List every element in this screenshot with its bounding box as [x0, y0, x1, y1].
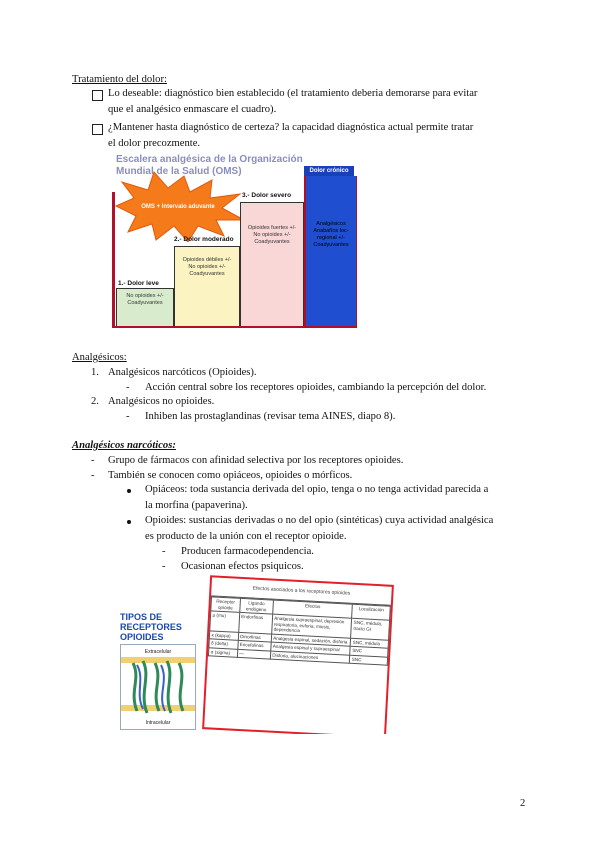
narcotics-bullet-2-line1: Opioides: sustancias derivadas o no del opio (sintéticas) cuya actividad analgésica	[145, 515, 494, 526]
table-cell: SNC	[350, 646, 388, 656]
dash-marker: -	[91, 455, 95, 466]
receptor-table	[208, 596, 391, 665]
narcotics-item-2: También se conocen como opiáceos, opioides o mórficos.	[108, 470, 353, 481]
table-cell: δ (delta)	[209, 639, 238, 649]
analgesics-item-1-sub: Acción central sobre los receptores opioides, cambiando la percepción del dolor.	[145, 382, 487, 393]
step-3-box	[240, 202, 304, 328]
table-cell: SNC, médula	[351, 638, 389, 648]
treatment-item-1-line2: que el analgésico enmascare el cuadro).	[108, 104, 277, 115]
bullet-icon	[127, 489, 131, 493]
treatment-item-1-line1: Lo deseable: diagnóstico bien establecido (el tratamiento deberia demorarse para evitar	[108, 88, 478, 99]
step-3-content: Opioides fuertes +/- No opioides +/- Coadyuvantes	[247, 225, 297, 245]
table-cell: μ (mu)	[210, 611, 240, 632]
dash-marker: -	[162, 546, 166, 557]
table-cell: σ (sigma)	[208, 647, 237, 657]
receptor-table-caption: Efectos asociados a los receptores opioides	[211, 577, 392, 605]
table-cell: Dinorfinas	[238, 632, 272, 642]
checkbox-icon	[92, 124, 103, 135]
narcotics-sub-2: Ocasionan efectos psiquicos.	[181, 561, 304, 572]
step-1-label: 1.- Dolor leve	[118, 280, 159, 287]
frame-bottom-border	[112, 326, 357, 328]
table-cell: Analgesia espinal, sedación, disforia	[271, 634, 351, 647]
receptor-figure-title: TIPOS DE RECEPTORES OPIOIDES	[120, 612, 182, 642]
receptor-types-figure	[112, 574, 394, 734]
bullet-icon	[127, 520, 131, 524]
chronic-pain-header: Dolor crónico	[304, 166, 354, 176]
step-2-box	[174, 246, 240, 328]
checkbox-icon	[92, 90, 103, 101]
narcotics-bullet-1-line1: Opiáceos: toda sustancia derivada del opio, tenga o no tenga actividad parecida a	[145, 484, 489, 495]
table-cell: Endorfinas	[238, 612, 272, 633]
starburst-label: OMS + Intervalo aduvante	[141, 204, 215, 210]
step-2-content: Opioides débiles +/- No opioides +/- Coadyuvantes	[182, 257, 232, 277]
oms-figure-title: Escalera analgésica de la Organización Mundial de la Salud (OMS)	[116, 154, 303, 177]
receptor-protein-icon	[127, 659, 189, 715]
treatment-item-2	[108, 121, 528, 151]
narcotics-bullet-2-line2: es producto de la unión con el receptor opioide.	[145, 531, 347, 542]
table-cell: Disforia, alucinaciones	[270, 651, 350, 664]
table-header-cell: Ligando endógeno	[239, 598, 273, 614]
analgesics-item-2-sub: Inhiben las prostaglandinas (revisar tema AINES, diapo 8).	[145, 411, 396, 422]
table-cell: Analgesia supraespinal, depresión respiratoria, euforia, miosis, dependencia	[271, 614, 352, 638]
analgesics-item-2: Analgésicos no opioides.	[108, 396, 215, 407]
step-1-content: No opioides +/- Coadyuvantes	[126, 293, 164, 306]
table-cell: SNC, médula, tracto GI	[351, 618, 390, 639]
dash-marker: -	[126, 382, 130, 393]
step-1-box	[116, 288, 174, 328]
narcotics-heading: Analgésicos narcóticos:	[72, 440, 176, 451]
narcotics-bullet-2	[145, 514, 535, 544]
table-cell: SNC	[350, 655, 388, 665]
page-number: 2	[520, 798, 526, 809]
analgesics-heading: Analgésicos:	[72, 352, 127, 363]
analgesics-item-1: Analgésicos narcóticos (Opioides).	[108, 367, 257, 378]
table-cell: Analgesia espinal y supraespinal	[271, 642, 351, 655]
oms-ladder-figure	[112, 152, 357, 330]
treatment-item-2-line2: el dolor precozmente.	[108, 138, 201, 149]
dash-marker: -	[91, 470, 95, 481]
receptor-cell-diagram	[120, 644, 196, 730]
table-header-cell: Efectos	[272, 600, 352, 618]
dash-marker: -	[162, 561, 166, 572]
frame-left-border	[112, 192, 115, 328]
chronic-pain-text: Analgésicos Anabaños loc-regional +/- Coadyuvantes	[313, 221, 349, 248]
table-header-cell: Receptor opioide	[211, 597, 240, 612]
table-header-cell: Localización	[352, 604, 390, 620]
narcotics-item-1: Grupo de fármacos con afinidad selectiva por los receptores opioides.	[108, 455, 404, 466]
list-number: 2.	[91, 396, 99, 407]
receptor-table-card	[202, 575, 394, 734]
dash-marker: -	[126, 411, 130, 422]
step-3-label: 3.- Dolor severo	[242, 192, 292, 199]
treatment-item-2-line1: ¿Mantener hasta diagnóstico de certeza? la capacidad diagnóstica actual permite tratar	[108, 122, 474, 133]
table-cell: —	[237, 649, 271, 659]
narcotics-bullet-1-line2: la morfina (papaverina).	[145, 500, 248, 511]
table-cell: κ (kappa)	[209, 630, 238, 640]
treatment-item-1	[108, 87, 528, 117]
chronic-pain-column	[304, 176, 357, 328]
treatment-heading: Tratamiento del dolor:	[72, 74, 167, 85]
narcotics-bullet-1	[145, 483, 535, 513]
list-number: 1.	[91, 367, 99, 378]
table-cell: Encefalinas	[238, 640, 272, 650]
extracellular-label: Extracelular	[144, 649, 172, 655]
intracellular-label: Intracelular	[145, 720, 171, 726]
narcotics-sub-1: Producen farmacodependencia.	[181, 546, 314, 557]
step-2-label: 2.- Dolor moderado	[174, 236, 234, 243]
